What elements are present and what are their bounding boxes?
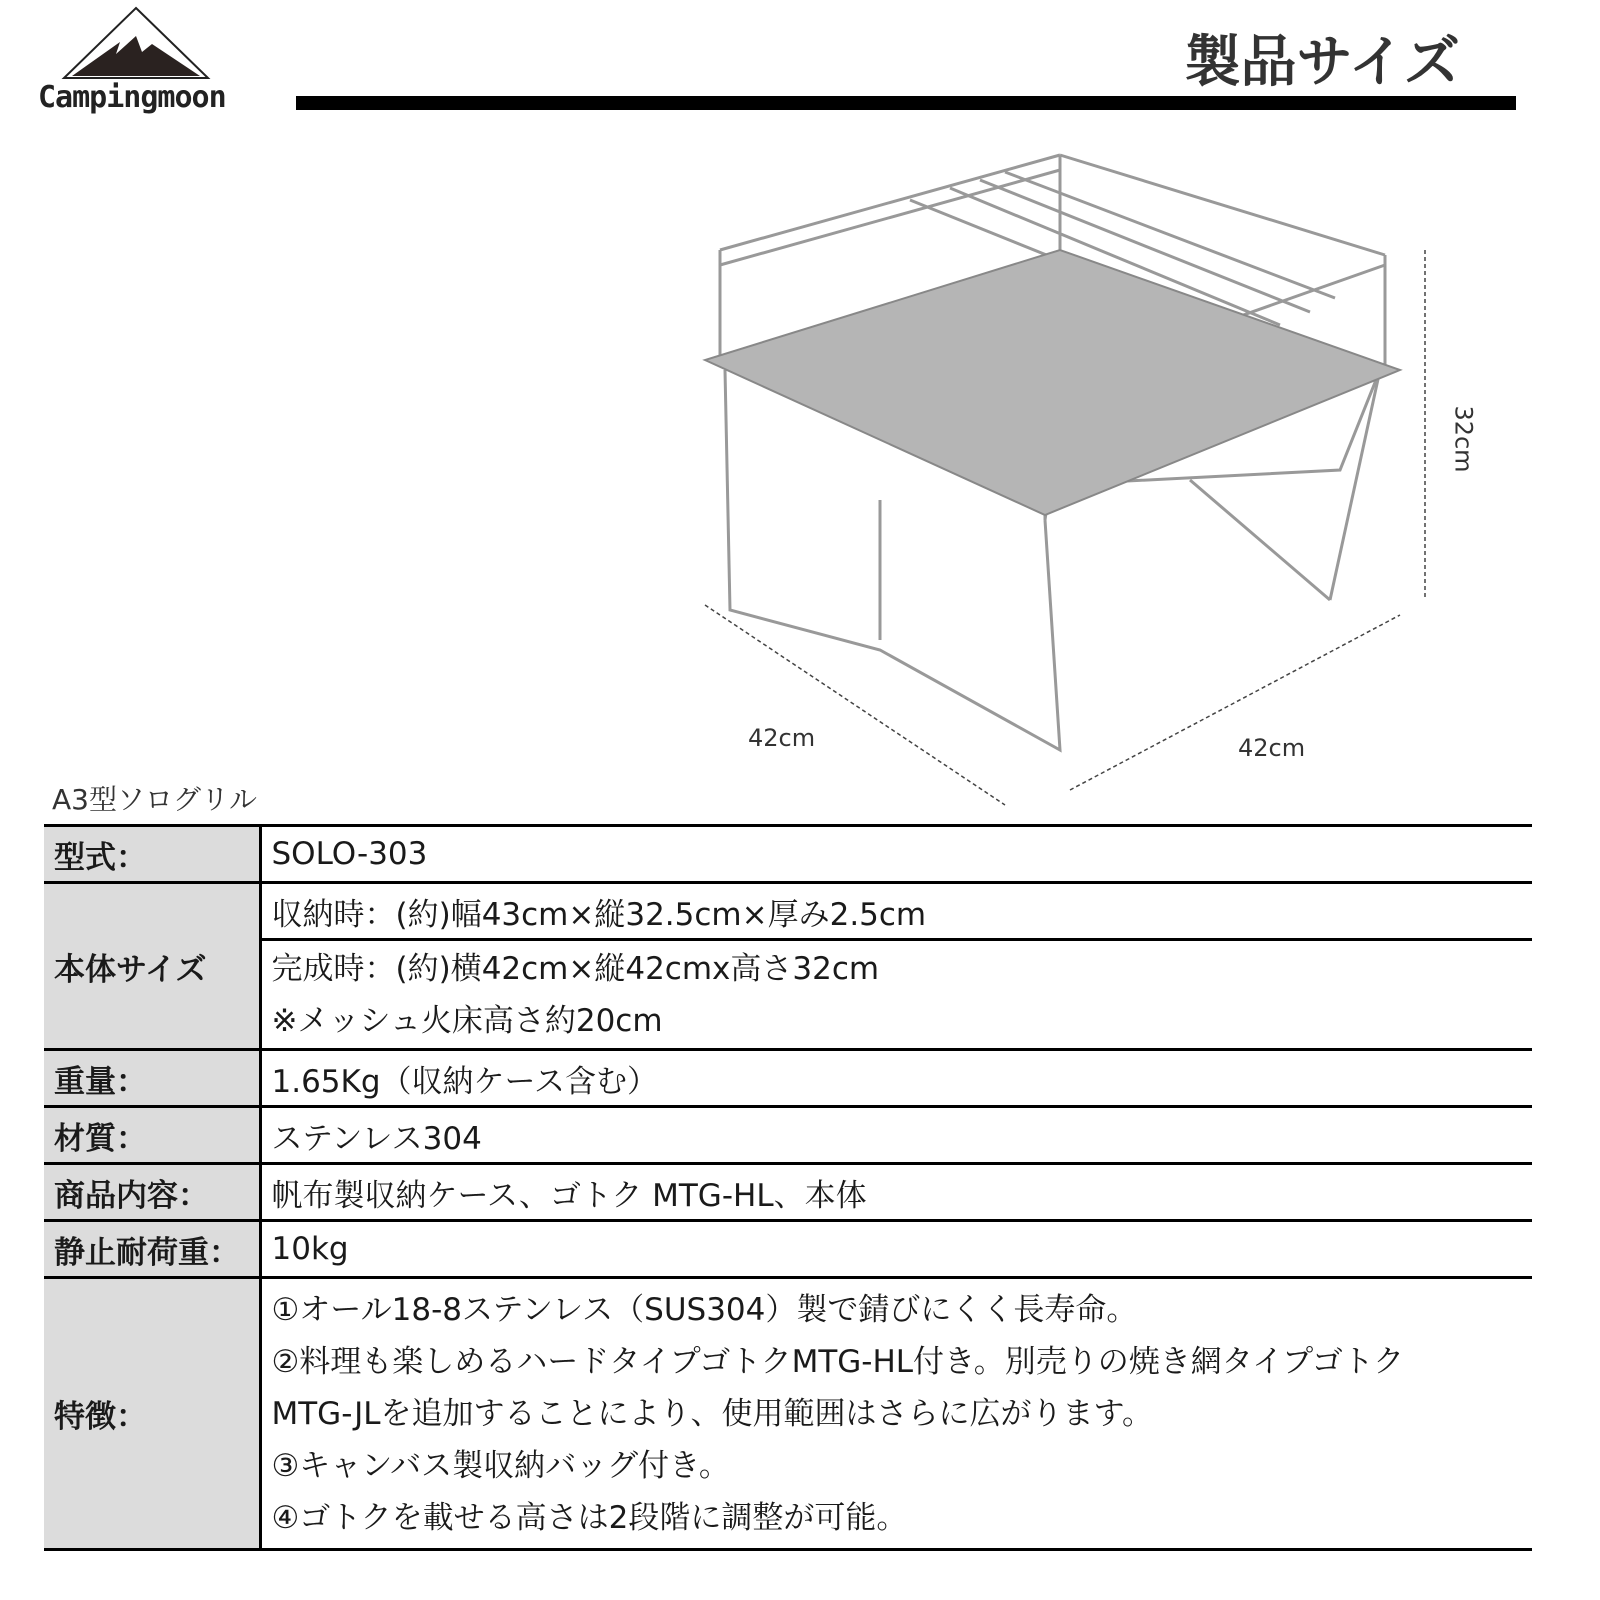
table-row <box>44 1107 1532 1164</box>
table-row <box>44 1164 1532 1221</box>
spec-label: 型式： <box>44 826 260 883</box>
spec-value: 帆布製収納ケース、ゴトク MTG-HL、本体 <box>260 1164 1532 1221</box>
table-row <box>44 883 1532 940</box>
table-row <box>44 1221 1532 1278</box>
page-title: 製品サイズ <box>1184 30 1460 95</box>
spec-note: ※メッシュ火床高さ約20cm <box>271 1002 663 1039</box>
width-dimension: 42cm <box>1238 734 1306 762</box>
table-row <box>44 826 1532 883</box>
feature-item: ②料理も楽しめるハードタイプゴトクMTG-HL付き。別売りの焼き網タイプゴトク <box>271 1343 1405 1380</box>
spec-label: 商品内容： <box>44 1164 260 1221</box>
depth-dimension: 42cm <box>748 724 816 752</box>
spec-value: SOLO-303 <box>260 826 1532 883</box>
spec-label: 特徴： <box>44 1278 260 1550</box>
grill-illustration <box>690 140 1510 820</box>
height-dimension: 32cm <box>1449 405 1478 473</box>
spec-label: 本体サイズ <box>44 883 260 1050</box>
spec-value: 1.65Kg（収納ケース含む） <box>260 1050 1532 1107</box>
spec-label: 静止耐荷重： <box>44 1221 260 1278</box>
header-divider <box>296 96 1516 110</box>
spec-value: 収納時：(約)幅43cm×縦32.5cm×厚み2.5cm <box>260 883 1532 940</box>
feature-item: MTG-JLを追加することにより、使用範囲はさらに広がります。 <box>271 1395 1154 1432</box>
spec-label: 重量： <box>44 1050 260 1107</box>
spec-value: 10kg <box>260 1221 1532 1278</box>
feature-item: ①オール18-8ステンレス（SUS304）製で錆びにくく長寿命。 <box>271 1291 1138 1328</box>
product-caption: A3型ソログリル <box>52 783 257 816</box>
table-row <box>44 940 1532 1050</box>
spec-label: 材質： <box>44 1107 260 1164</box>
feature-item: ④ゴトクを載せる高さは2段階に調整が可能。 <box>271 1499 908 1536</box>
feature-item: ③キャンバス製収納バッグ付き。 <box>271 1447 730 1484</box>
spec-table <box>44 824 1532 1551</box>
table-row <box>44 1278 1532 1550</box>
table-row <box>44 1050 1532 1107</box>
spec-value: 完成時：(約)横42cm×縦42cmx高さ32cm <box>271 950 880 987</box>
spec-value: ステンレス304 <box>260 1107 1532 1164</box>
brand-logo: Campingmoon <box>38 80 226 115</box>
product-figure <box>690 140 1510 820</box>
